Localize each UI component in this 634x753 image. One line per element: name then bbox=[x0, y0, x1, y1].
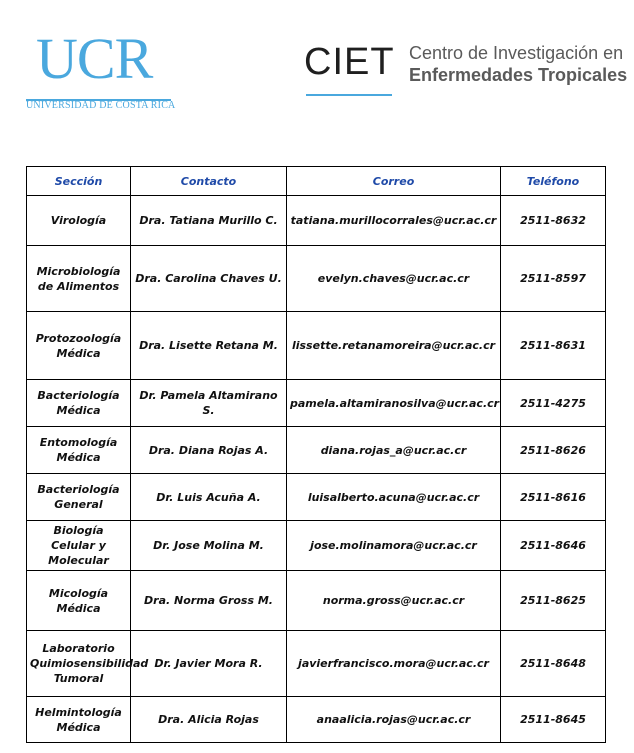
cell-telefono: 2511-8597 bbox=[501, 246, 606, 312]
ciet-logo-line2: Enfermedades Tropicales bbox=[409, 65, 628, 85]
column-header-seccion: Sección bbox=[27, 167, 131, 196]
cell-telefono: 2511-8626 bbox=[501, 427, 606, 474]
cell-seccion: Bacteriología Médica bbox=[27, 380, 131, 427]
column-header-contacto: Contacto bbox=[131, 167, 287, 196]
cell-telefono: 2511-4275 bbox=[501, 380, 606, 427]
cell-seccion: Protozoología Médica bbox=[27, 312, 131, 380]
table-row bbox=[27, 427, 606, 474]
column-header-telefono: Teléfono bbox=[501, 167, 606, 196]
table-row bbox=[27, 246, 606, 312]
cell-telefono: 2511-8632 bbox=[501, 196, 606, 246]
cell-telefono: 2511-8648 bbox=[501, 631, 606, 697]
cell-contacto: Dra. Alicia Rojas bbox=[131, 697, 287, 743]
cell-seccion: Laboratorio Quimiosensibilidad Tumoral bbox=[27, 631, 131, 697]
cell-correo: norma.gross@ucr.ac.cr bbox=[287, 571, 501, 631]
cell-seccion: Microbiología de Alimentos bbox=[27, 246, 131, 312]
cell-correo: jose.molinamora@ucr.ac.cr bbox=[287, 521, 501, 571]
cell-telefono: 2511-8631 bbox=[501, 312, 606, 380]
cell-contacto: Dr. Pamela Altamirano S. bbox=[131, 380, 287, 427]
cell-telefono: 2511-8646 bbox=[501, 521, 606, 571]
ucr-logo-subtitle: UNIVERSIDAD DE COSTA RICA bbox=[26, 100, 176, 111]
ucr-logo bbox=[26, 26, 176, 112]
cell-contacto: Dra. Lisette Retana M. bbox=[131, 312, 287, 380]
cell-seccion: Micología Médica bbox=[27, 571, 131, 631]
cell-correo: tatiana.murillocorrales@ucr.ac.cr bbox=[287, 196, 501, 246]
table-row bbox=[27, 196, 606, 246]
ciet-logo-underline bbox=[306, 94, 392, 96]
table-row bbox=[27, 571, 606, 631]
table-row bbox=[27, 312, 606, 380]
cell-seccion: Entomología Médica bbox=[27, 427, 131, 474]
cell-contacto: Dra. Tatiana Murillo C. bbox=[131, 196, 287, 246]
cell-correo: anaalicia.rojas@ucr.ac.cr bbox=[287, 697, 501, 743]
ciet-logo bbox=[304, 40, 634, 100]
table-row bbox=[27, 697, 606, 743]
ciet-logo-acronym: CIET bbox=[304, 41, 395, 83]
cell-seccion: Bacteriología General bbox=[27, 474, 131, 521]
cell-correo: diana.rojas_a@ucr.ac.cr bbox=[287, 427, 501, 474]
cell-seccion: Helmintología Médica bbox=[27, 697, 131, 743]
cell-correo: evelyn.chaves@ucr.ac.cr bbox=[287, 246, 501, 312]
column-header-correo: Correo bbox=[287, 167, 501, 196]
cell-seccion: Virología bbox=[27, 196, 131, 246]
cell-correo: luisalberto.acuna@ucr.ac.cr bbox=[287, 474, 501, 521]
cell-correo: javierfrancisco.mora@ucr.ac.cr bbox=[287, 631, 501, 697]
cell-contacto: Dr. Javier Mora R. bbox=[131, 631, 287, 697]
cell-telefono: 2511-8616 bbox=[501, 474, 606, 521]
cell-contacto: Dr. Jose Molina M. bbox=[131, 521, 287, 571]
cell-contacto: Dra. Diana Rojas A. bbox=[131, 427, 287, 474]
cell-correo: lissette.retanamoreira@ucr.ac.cr bbox=[287, 312, 501, 380]
cell-correo: pamela.altamiranosilva@ucr.ac.cr bbox=[287, 380, 501, 427]
cell-contacto: Dra. Norma Gross M. bbox=[131, 571, 287, 631]
table-row bbox=[27, 521, 606, 571]
table-row bbox=[27, 474, 606, 521]
cell-telefono: 2511-8625 bbox=[501, 571, 606, 631]
cell-seccion: Biología Celular y Molecular bbox=[27, 521, 131, 571]
cell-contacto: Dr. Luis Acuña A. bbox=[131, 474, 287, 521]
table-header-row bbox=[27, 167, 606, 196]
table-row bbox=[27, 380, 606, 427]
cell-contacto: Dra. Carolina Chaves U. bbox=[131, 246, 287, 312]
ucr-logo-letters: UCR bbox=[36, 26, 153, 91]
sections-contact-table bbox=[26, 166, 606, 743]
ciet-logo-line1: Centro de Investigación en bbox=[409, 43, 624, 63]
table-row bbox=[27, 631, 606, 697]
cell-telefono: 2511-8645 bbox=[501, 697, 606, 743]
